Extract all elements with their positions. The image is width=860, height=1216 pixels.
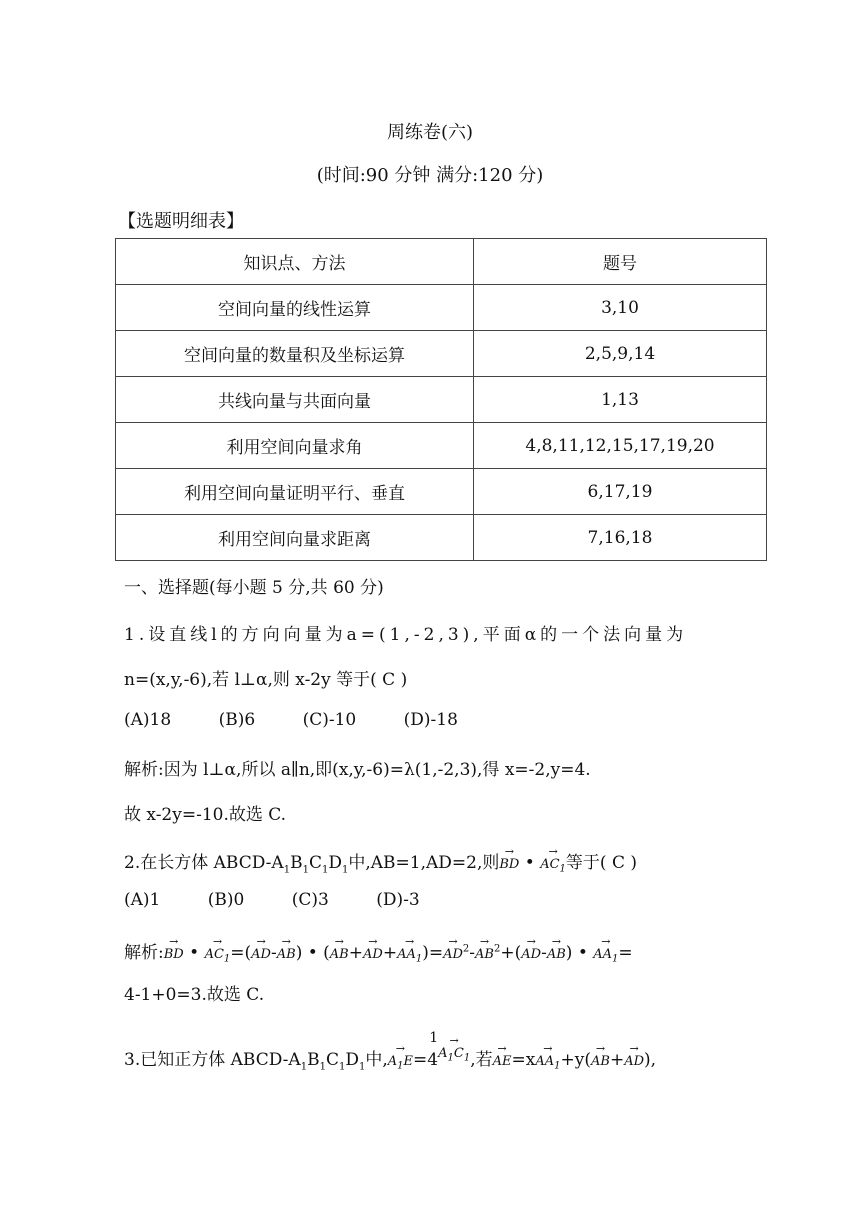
table-row xyxy=(116,423,767,469)
question-1-options xyxy=(124,710,500,730)
vector-ad: → AD xyxy=(521,947,541,962)
page-subtitle: (时间:90 分钟 满分:120 分) xyxy=(316,165,544,186)
table-cell: 7,16,18 xyxy=(474,515,767,561)
question-2-options xyxy=(124,890,462,910)
question-1-text: 1.设直线l的方向向量为a=(1,-2,3),平面α的一个法向量为 xyxy=(124,625,688,645)
question-2-solution: 解析:→ BD • → $AC_1=(\to AD-\to AB)$ • (→ $AB+\to AD+\to AA_1)=\to AD^2-\to AB^2+(\to AD-\to AB)$ • → $AA_1=$ xyxy=(124,938,633,965)
question-3-mid: 中, xyxy=(365,1050,388,1070)
table-cell: 空间向量的数量积及坐标运算 xyxy=(116,331,474,377)
option-b: (B)6 xyxy=(218,710,256,730)
vector-ac1: → $AC_1$ xyxy=(205,947,231,965)
section-label: 【选题明细表】 xyxy=(118,211,244,232)
question-2-solution-conclusion: 4-1+0=3.故选 C. xyxy=(124,985,265,1005)
question-3-stem: 3.已知正方体 ABCD-$A_1B_1C_1D_1$中,→ $A_1E=$ 1 $4\to A_1C_1$,若→ $AE=x\to AA_1+y(\to AB+\to AD)$, xyxy=(124,1045,656,1072)
table-cell: 利用空间向量求距离 xyxy=(116,515,474,561)
vector-bd: → BD xyxy=(164,947,184,962)
question-1-line-1 xyxy=(124,620,760,645)
fraction-quarter: 1 4 xyxy=(427,1030,439,1070)
topic-table xyxy=(115,238,767,561)
question-2-prefix: 2.在长方体 ABCD-A xyxy=(124,853,284,873)
solution-label: 解析: xyxy=(124,943,164,963)
vector-aa1: → $AA_1$ xyxy=(535,1054,560,1072)
part-heading: 一、选择题(每小题 5 分,共 60 分) xyxy=(124,578,384,598)
table-row xyxy=(116,377,767,423)
table-cell: 4,8,11,12,15,17,19,20 xyxy=(474,423,767,469)
table-cell: 利用空间向量求角 xyxy=(116,423,474,469)
page-title: 周练卷(六) xyxy=(386,122,474,143)
table-header: 知识点、方法 xyxy=(116,239,474,285)
option-c: (C)-10 xyxy=(302,710,357,730)
option-b: (B)0 xyxy=(207,890,245,910)
table-cell: 空间向量的线性运算 xyxy=(116,285,474,331)
table-cell: 2,5,9,14 xyxy=(474,331,767,377)
vector-ad: → AD xyxy=(251,947,271,962)
question-2-mid: 中,AB=1,AD=2,则 xyxy=(348,853,500,873)
table-cell: 利用空间向量证明平行、垂直 xyxy=(116,469,474,515)
question-1-solution-conclusion: 故 x-2y=-10.故选 C. xyxy=(124,805,287,825)
table-row xyxy=(116,469,767,515)
table-cell: 6,17,19 xyxy=(474,469,767,515)
vector-ab: → AB xyxy=(591,1054,610,1069)
question-3-mid2: ,若 xyxy=(470,1050,493,1070)
vector-bd: → BD xyxy=(499,857,519,872)
option-a: (A)18 xyxy=(124,710,172,730)
table-header: 题号 xyxy=(474,239,767,285)
table-cell: 1,13 xyxy=(474,377,767,423)
table-row xyxy=(116,515,767,561)
table-cell: 3,10 xyxy=(474,285,767,331)
option-c: (C)3 xyxy=(291,890,329,910)
question-2-suffix: 等于( C ) xyxy=(565,853,637,873)
question-3-prefix: 3.已知正方体 ABCD-A xyxy=(124,1050,301,1070)
vector-ab: → AB xyxy=(277,947,296,962)
vector-ab: → AB xyxy=(475,947,494,962)
vector-ac1: → $AC_1$ xyxy=(540,857,566,875)
vector-aa1: → $AA_1$ xyxy=(397,947,422,965)
option-d: (D)-3 xyxy=(376,890,420,910)
vector-ab: → AB xyxy=(330,947,349,962)
question-2-stem: 2.在长方体 ABCD-$A_1B_1C_1D_1$中,AB=1,AD=2,则→ BD • → $AC_1$等于( C ) xyxy=(124,848,637,875)
vector-ad: → AD xyxy=(363,947,383,962)
table-cell: 共线向量与共面向量 xyxy=(116,377,474,423)
vector-ad: → AD xyxy=(443,947,463,962)
question-1-line-2: n=(x,y,-6),若 l⊥α,则 x-2y 等于( C ) xyxy=(124,670,408,690)
vector-ad: → AD xyxy=(624,1054,644,1069)
question-3-suffix: +y xyxy=(560,1050,585,1070)
vector-a1e: → $A_1E$ xyxy=(388,1054,413,1072)
option-d: (D)-18 xyxy=(403,710,458,730)
vector-ae: → AE xyxy=(493,1054,512,1069)
table-header-row xyxy=(116,239,767,285)
vector-aa1: → $AA_1$ xyxy=(593,947,618,965)
vector-ab: → AB xyxy=(547,947,566,962)
question-1-solution: 解析:因为 l⊥α,所以 a∥n,即(x,y,-6)=λ(1,-2,3),得 x=-2,y=4. xyxy=(124,760,591,780)
vector-a1c1: → $A_1C_1$ xyxy=(438,1046,470,1064)
table-row xyxy=(116,285,767,331)
table-row xyxy=(116,331,767,377)
option-a: (A)1 xyxy=(124,890,161,910)
